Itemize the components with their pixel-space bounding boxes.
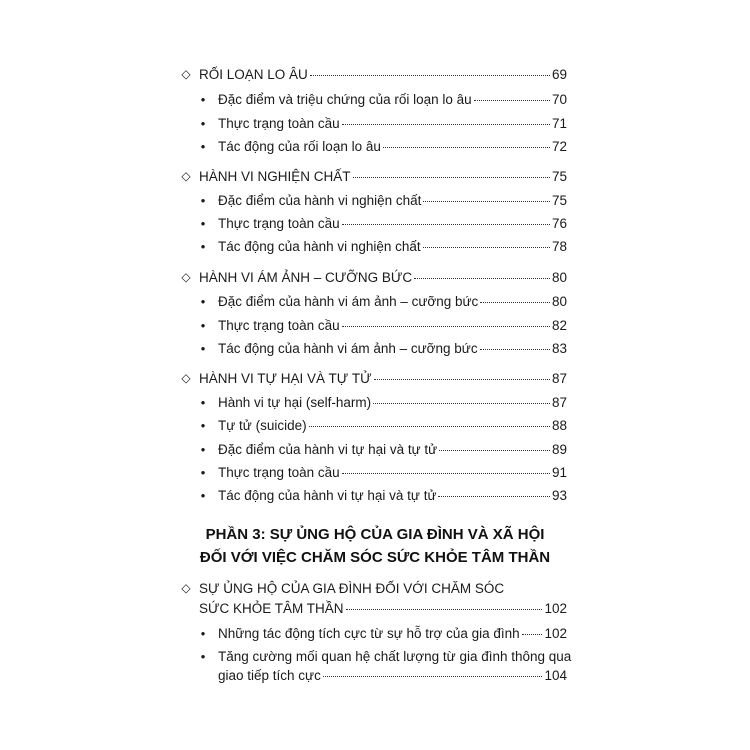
toc-item-title: Thực trạng toàn cầu <box>218 116 340 131</box>
toc-item <box>200 91 567 108</box>
toc-section-title-line-1: SỰ ỦNG HỘ CỦA GIA ĐÌNH ĐỐI VỚI CHĂM SÓC <box>199 581 505 596</box>
diamond-bullet-icon: ◇ <box>181 581 191 595</box>
diamond-bullet-icon: ◇ <box>181 67 191 81</box>
toc-item-title: Tác động của hành vi ám ảnh – cưỡng bức <box>218 341 478 356</box>
toc-section <box>180 269 567 286</box>
dot-leader <box>480 302 550 303</box>
toc-item <box>200 625 567 642</box>
dot-leader <box>342 473 550 474</box>
toc-item-title: Thực trạng toàn cầu <box>218 216 340 231</box>
dot-leader <box>423 247 550 248</box>
toc-page-number: 87 <box>551 371 567 386</box>
part-heading-line-1: PHẦN 3: SỰ ỦNG HỘ CỦA GIA ĐÌNH VÀ XÃ HỘI <box>205 526 545 543</box>
toc-item <box>200 293 567 310</box>
toc-section-title: HÀNH VI TỰ HẠI VÀ TỰ TỬ <box>199 371 372 386</box>
toc-page-number: 83 <box>551 341 567 356</box>
toc-section-title: HÀNH VI NGHIỆN CHẤT <box>199 169 351 184</box>
toc-page-number: 75 <box>551 169 567 184</box>
toc-page-number: 80 <box>551 294 567 309</box>
bullet-icon: • <box>200 92 206 107</box>
toc-item <box>200 238 567 255</box>
toc-page-number: 93 <box>551 488 567 503</box>
toc-item-title: Thực trạng toàn cầu <box>218 465 340 480</box>
toc-item-title: Đặc điểm của hành vi ám ảnh – cưỡng bức <box>218 294 479 309</box>
bullet-icon: • <box>200 626 206 641</box>
bullet-icon: • <box>200 193 206 208</box>
bullet-icon: • <box>200 465 206 480</box>
dot-leader <box>438 496 549 497</box>
toc-item <box>200 215 567 232</box>
toc-item <box>200 138 567 155</box>
dot-leader <box>323 676 543 677</box>
dot-leader <box>310 75 550 76</box>
bullet-icon: • <box>200 488 206 503</box>
dot-leader <box>374 379 550 380</box>
toc-page-number: 102 <box>544 626 567 641</box>
toc-page-number: 80 <box>551 270 567 285</box>
toc-page-number: 88 <box>551 418 567 433</box>
dot-leader <box>309 426 550 427</box>
toc-page-number: 70 <box>551 92 567 107</box>
toc-page-number: 82 <box>551 318 567 333</box>
toc-item-title: Tự tử (suicide) <box>218 418 307 433</box>
toc-item <box>200 464 567 481</box>
toc-page-number: 76 <box>551 216 567 231</box>
bullet-icon: • <box>200 649 206 664</box>
toc-page-number: 78 <box>551 239 567 254</box>
dot-leader <box>474 100 550 101</box>
dot-leader <box>439 450 550 451</box>
dot-leader <box>480 349 550 350</box>
dot-leader <box>522 634 543 635</box>
dot-leader <box>423 201 550 202</box>
toc-item-title-continuation: giao tiếp tích cực <box>218 668 321 683</box>
toc-item-line-2 <box>218 667 567 684</box>
toc-page-number: 75 <box>551 193 567 208</box>
toc-page-number: 104 <box>544 668 567 683</box>
toc-page-number: 91 <box>551 465 567 480</box>
bullet-icon: • <box>200 418 206 433</box>
toc-item <box>200 417 567 434</box>
dot-leader <box>346 609 543 610</box>
toc-item <box>200 487 567 504</box>
toc-section <box>180 168 567 185</box>
dot-leader <box>342 326 550 327</box>
toc-item-title: Tác động của hành vi nghiện chất <box>218 239 421 254</box>
toc-item-title: Những tác động tích cực từ sự hỗ trợ của gia đình <box>218 626 520 641</box>
toc-page-number: 72 <box>551 139 567 154</box>
bullet-icon: • <box>200 216 206 231</box>
part-heading-line-2: ĐỐI VỚI VIỆC CHĂM SÓC SỨC KHỎE TÂM THẦN <box>199 549 551 566</box>
toc-item-title: Thực trạng toàn cầu <box>218 318 340 333</box>
dot-leader <box>353 177 550 178</box>
bullet-icon: • <box>200 442 206 457</box>
diamond-bullet-icon: ◇ <box>181 169 191 183</box>
bullet-icon: • <box>200 318 206 333</box>
toc-item <box>200 340 567 357</box>
toc-section <box>180 370 567 387</box>
toc-item <box>200 317 567 334</box>
toc-item-title: Hành vi tự hại (self-harm) <box>218 395 372 410</box>
toc-item-title-line-1: Tăng cường mối quan hệ chất lượng từ gia đình thông qua <box>218 649 572 664</box>
bullet-icon: • <box>200 395 206 410</box>
dot-leader <box>383 147 550 148</box>
toc-page-number: 89 <box>551 442 567 457</box>
bullet-icon: • <box>200 239 206 254</box>
dot-leader <box>342 124 550 125</box>
toc-page-number: 102 <box>544 601 567 616</box>
toc-page-number: 69 <box>551 67 567 82</box>
toc-section-title-continuation: SỨC KHỎE TÂM THẦN <box>199 601 344 616</box>
toc-item <box>200 441 567 458</box>
toc-section-title-line-2 <box>199 600 567 617</box>
toc-item-title: Tác động của hành vi tự hại và tự tử <box>218 488 437 503</box>
dot-leader <box>373 403 550 404</box>
toc-item <box>200 394 567 411</box>
toc-item-title: Đặc điểm của hành vi nghiện chất <box>218 193 422 208</box>
toc-page-number: 87 <box>551 395 567 410</box>
diamond-bullet-icon: ◇ <box>181 371 191 385</box>
toc-section <box>180 66 567 83</box>
bullet-icon: • <box>200 294 206 309</box>
dot-leader <box>342 224 550 225</box>
bullet-icon: • <box>200 116 206 131</box>
toc-page-number: 71 <box>551 116 567 131</box>
toc-item <box>200 192 567 209</box>
toc-section-title: RỐI LOẠN LO ÂU <box>199 67 308 82</box>
toc-item-title: Tác động của rối loạn lo âu <box>218 139 381 154</box>
bullet-icon: • <box>200 139 206 154</box>
toc-item-title: Đặc điểm và triệu chứng của rối loạn lo âu <box>218 92 472 107</box>
toc-section-title: HÀNH VI ÁM ẢNH – CƯỠNG BỨC <box>199 270 413 285</box>
diamond-bullet-icon: ◇ <box>181 270 191 284</box>
toc-item <box>200 115 567 132</box>
dot-leader <box>414 278 550 279</box>
toc-item-title: Đặc điểm của hành vi tự hại và tự tử <box>218 442 438 457</box>
bullet-icon: • <box>200 341 206 356</box>
